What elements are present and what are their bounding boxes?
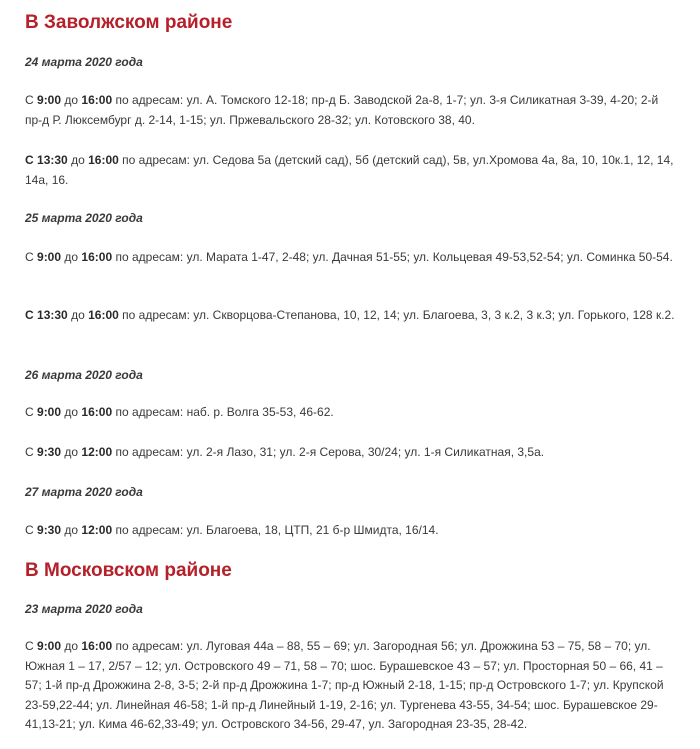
schedule-item: С 9:30 до 12:00 по адресам: ул. Благоева, 18, ЦТП, 21 б-р Шмидта, 16/14. xyxy=(25,523,439,537)
time-to: 12:00 xyxy=(81,445,113,459)
time-to: 16:00 xyxy=(88,153,119,167)
schedule-item: С 9:30 до 12:00 по адресам: ул. 2-я Лазо, 31; ул. 2-я Серова, 30/24; ул. 1-я Силикатная, 3,5а. xyxy=(25,445,545,459)
schedule-item: С 9:00 до 16:00 по адресам: наб. р. Волга 35-53, 46-62. xyxy=(25,405,334,419)
section-heading-moskovsky: В Московском районе xyxy=(25,560,232,581)
addresses: по адресам: наб. р. Волга 35-53, 46-62. xyxy=(115,405,334,419)
time-to: 16:00 xyxy=(81,93,113,107)
time-to: 16:00 xyxy=(81,250,113,264)
addresses: по адресам: ул. Благоева, 18, ЦТП, 21 б-р Шмидта, 16/14. xyxy=(115,523,439,537)
time-from: 9:00 xyxy=(37,639,62,653)
date-heading: 26 марта 2020 года xyxy=(25,368,143,382)
schedule-item: С 9:00 до 16:00 по адресам: ул. Луговая 44а – 88, 55 – 69; ул. Загородная 56; ул. Дрожжина 53 – 75, 58 – 70; ул. Южная 1 – 17, 2/57 – 12; ул. Островского 49 – 71, 58 – 70; шос. Бурашевское 43 – 57; ул. Просторная 50 – 66, 41 – 57; 1-й пр-д Дрожжина 2-8, 3-5; 2-й пр-д Дрожжина 1-7; пр-д Южный 2-18, 1-15; пр-д Островского 1-7; ул. Крупской 23-59,22-44; ул. Линейная 46-58; 1-й пр-д Линейный 1-19, 2-16; ул. Тургенева 43-55, 34-54; шос. Бурашевское 29- 41,13-21; ул. Кима 46-62,33-49; ул. Островского 34-56, 29-47, ул. Загородная 23-35, 28-42. xyxy=(25,639,664,731)
date-heading: 25 марта 2020 года xyxy=(25,211,143,225)
date-heading: 27 марта 2020 года xyxy=(25,485,143,499)
time-from: 9:00 xyxy=(37,93,62,107)
addresses: по адресам: ул. Скворцова-Степанова, 10, 12, 14; ул. Благоева, 3, 3 к.2, 3 к.3; ул. Горького, 128 к.2. xyxy=(122,308,675,322)
time-from: 13:30 xyxy=(37,308,68,322)
schedule-item: С 13:30 до 16:00 по адресам: ул. Скворцова-Степанова, 10, 12, 14; ул. Благоева, 3, 3 к.2, 3 к.3; ул. Горького, 128 к.2. xyxy=(25,308,675,322)
time-from: 9:00 xyxy=(37,250,62,264)
schedule-item: С 9:00 до 16:00 по адресам: ул. Марата 1-47, 2-48; ул. Дачная 51-55; ул. Кольцевая 49-53,52-54; ул. Соминка 50-54. xyxy=(25,250,673,264)
time-from: 13:30 xyxy=(37,153,68,167)
time-to: 16:00 xyxy=(81,639,113,653)
addresses: по адресам: ул. Седова 5а (детский сад), 5б (детский сад), 5в, ул.Хромова 4а, 8а, 10, 10к.1, 12, 14, 14а, 16. xyxy=(25,153,674,187)
date-heading: 23 марта 2020 года xyxy=(25,602,143,616)
time-from: 9:00 xyxy=(37,405,62,419)
time-to: 16:00 xyxy=(88,308,119,322)
addresses: по адресам: ул. 2-я Лазо, 31; ул. 2-я Серова, 30/24; ул. 1-я Силикатная, 3,5а. xyxy=(115,445,545,459)
addresses: по адресам: ул. А. Томского 12-18; пр-д Б. Заводской 2а-8, 1-7; ул. 3-я Силикатная 3-39, 4-20; 2-й пр-д Р. Люксембург д. 2-14, 1-15; ул. Пржевальского 28-32; ул. Котовского 38, 40. xyxy=(25,93,659,127)
schedule-item: С 9:00 до 16:00 по адресам: ул. А. Томского 12-18; пр-д Б. Заводской 2а-8, 1-7; ул. 3-я Силикатная 3-39, 4-20; 2-й пр-д Р. Люксембург д. 2-14, 1-15; ул. Пржевальского 28-32; ул. Котовского 38, 40. xyxy=(25,93,659,127)
addresses: по адресам: ул. Луговая 44а – 88, 55 – 69; ул. Загородная 56; ул. Дрожжина 53 – 75, 58 – 70; ул. Южная 1 – 17, 2/57 – 12; ул. Островского 49 – 71, 58 – 70; шос. Бурашевское 43 – 57; ул. Просторная 50 – 66, 41 – 57; 1-й пр-д Дрожжина 2-8, 3-5; 2-й пр-д Дрожжина 1-7; пр-д Южный 2-18, 1-15; пр-д Островского 1-7; ул. Крупской 23-59,22-44; ул. Линейная 46-58; 1-й пр-д Линейный 1-19, 2-16; ул. Тургенева 43-55, 34-54; шос. Бурашевское 29- 41,13-21; ул. Кима 46-62,33-49; ул. Островского 34-56, 29-47, ул. Загородная 23-35, 28-42. xyxy=(25,639,664,731)
time-to: 16:00 xyxy=(81,405,113,419)
time-from: 9:30 xyxy=(37,445,62,459)
schedule-item: С 13:30 до 16:00 по адресам: ул. Седова 5а (детский сад), 5б (детский сад), 5в, ул.Хромова 4а, 8а, 10, 10к.1, 12, 14, 14а, 16. xyxy=(25,153,674,187)
section-heading-zavolzhsky: В Заволжском районе xyxy=(25,12,233,33)
time-to: 12:00 xyxy=(81,523,113,537)
date-heading: 24 марта 2020 года xyxy=(25,55,143,69)
time-from: 9:30 xyxy=(37,523,62,537)
addresses: по адресам: ул. Марата 1-47, 2-48; ул. Дачная 51-55; ул. Кольцевая 49-53,52-54; ул. Соминка 50-54. xyxy=(115,250,673,264)
